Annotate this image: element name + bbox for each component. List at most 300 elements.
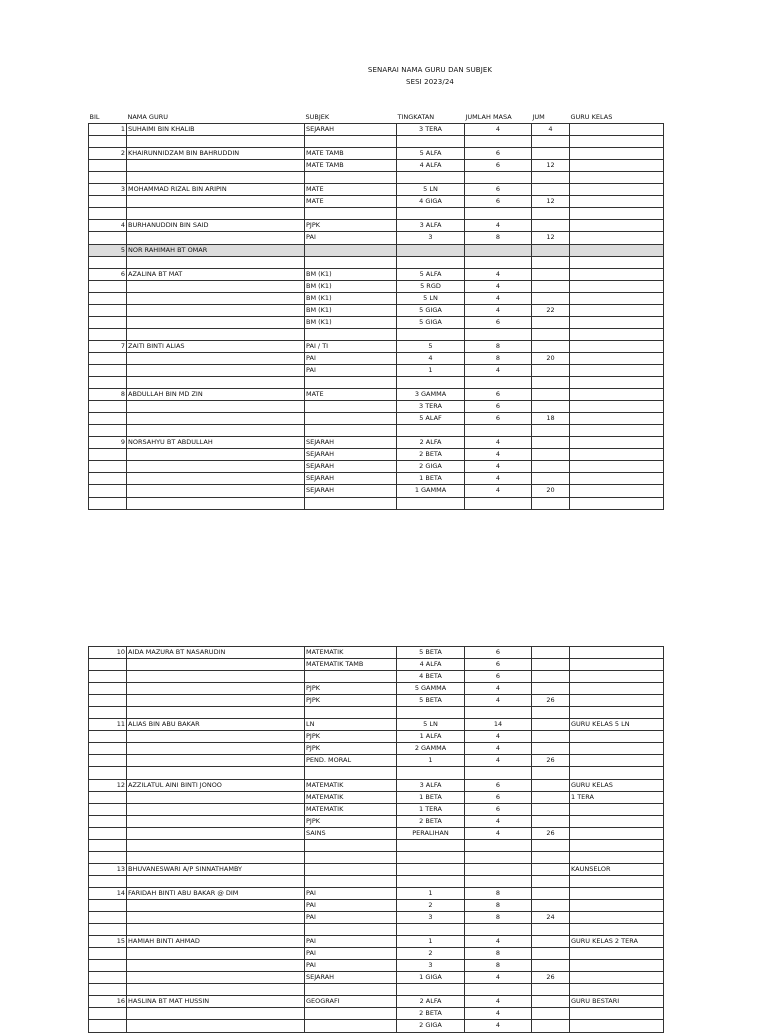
table-row bbox=[89, 960, 664, 972]
cell-bil: 7 bbox=[89, 340, 127, 352]
cell-subjek bbox=[305, 671, 397, 683]
cell-tingkatan: 5 ALFA bbox=[397, 148, 465, 160]
cell-bil bbox=[89, 425, 127, 437]
cell-subjek: PEND. MORAL bbox=[305, 755, 397, 767]
cell-jum bbox=[532, 996, 570, 1008]
cell-jum bbox=[532, 936, 570, 948]
cell-bil bbox=[89, 659, 127, 671]
cell-jumlah-masa bbox=[465, 863, 532, 875]
cell-subjek bbox=[305, 863, 397, 875]
cell-subjek: SAINS bbox=[305, 827, 397, 839]
table-row bbox=[89, 148, 664, 160]
cell-jum bbox=[532, 184, 570, 196]
cell-jum bbox=[532, 340, 570, 352]
cell-guru-kelas bbox=[570, 851, 664, 863]
cell-jumlah-masa bbox=[465, 244, 532, 256]
cell-guru-kelas: GURU BESTARI bbox=[570, 996, 664, 1008]
cell-jumlah-masa: 8 bbox=[465, 887, 532, 899]
cell-subjek: PAI bbox=[305, 960, 397, 972]
table-row bbox=[89, 839, 664, 851]
cell-jumlah-masa: 14 bbox=[465, 719, 532, 731]
cell-tingkatan: 3 GAMMA bbox=[397, 389, 465, 401]
cell-nama-guru bbox=[127, 683, 305, 695]
cell-jumlah-masa: 4 bbox=[465, 972, 532, 984]
cell-subjek: PAI bbox=[305, 936, 397, 948]
cell-subjek: LN bbox=[305, 719, 397, 731]
cell-jum bbox=[532, 924, 570, 936]
cell-subjek: PAI bbox=[305, 948, 397, 960]
cell-bil: 12 bbox=[89, 779, 127, 791]
cell-guru-kelas bbox=[570, 256, 664, 268]
cell-tingkatan: 2 bbox=[397, 899, 465, 911]
cell-tingkatan: 4 ALFA bbox=[397, 659, 465, 671]
cell-guru-kelas bbox=[570, 984, 664, 996]
cell-bil bbox=[89, 377, 127, 389]
cell-nama-guru bbox=[127, 695, 305, 707]
cell-jumlah-masa: 4 bbox=[465, 473, 532, 485]
cell-tingkatan: 1 ALFA bbox=[397, 731, 465, 743]
table-row bbox=[89, 755, 664, 767]
cell-tingkatan: 5 BETA bbox=[397, 695, 465, 707]
cell-jum bbox=[532, 292, 570, 304]
cell-bil: 13 bbox=[89, 863, 127, 875]
cell-bil bbox=[89, 815, 127, 827]
cell-nama-guru bbox=[127, 208, 305, 220]
cell-jumlah-masa: 4 bbox=[465, 292, 532, 304]
cell-jum bbox=[532, 863, 570, 875]
cell-tingkatan: 2 ALFA bbox=[397, 996, 465, 1008]
cell-bil bbox=[89, 172, 127, 184]
cell-bil bbox=[89, 875, 127, 887]
table-row bbox=[89, 887, 664, 899]
cell-subjek: SEJARAH bbox=[305, 437, 397, 449]
cell-tingkatan: 1 GIGA bbox=[397, 972, 465, 984]
cell-subjek: MATEMATIK bbox=[305, 779, 397, 791]
cell-guru-kelas bbox=[570, 304, 664, 316]
cell-tingkatan: 2 BETA bbox=[397, 1008, 465, 1020]
cell-guru-kelas bbox=[570, 377, 664, 389]
cell-bil bbox=[89, 160, 127, 172]
table-row bbox=[89, 815, 664, 827]
table-row bbox=[89, 791, 664, 803]
cell-subjek: PAI bbox=[305, 912, 397, 924]
page-title: SENARAI NAMA GURU DAN SUBJEK bbox=[367, 66, 493, 74]
header-bil: BIL bbox=[89, 112, 127, 124]
cell-nama-guru bbox=[127, 136, 305, 148]
cell-nama-guru bbox=[127, 912, 305, 924]
cell-subjek: MATE bbox=[305, 184, 397, 196]
cell-jumlah-masa: 4 bbox=[465, 437, 532, 449]
cell-subjek: PAI bbox=[305, 364, 397, 376]
cell-subjek bbox=[305, 851, 397, 863]
cell-bil bbox=[89, 136, 127, 148]
cell-tingkatan: PERALIHAN bbox=[397, 827, 465, 839]
cell-tingkatan bbox=[397, 875, 465, 887]
cell-guru-kelas bbox=[570, 912, 664, 924]
table-row bbox=[89, 863, 664, 875]
cell-jumlah-masa: 8 bbox=[465, 232, 532, 244]
cell-jum: 26 bbox=[532, 695, 570, 707]
cell-subjek: PAI / TI bbox=[305, 340, 397, 352]
cell-tingkatan bbox=[397, 328, 465, 340]
cell-subjek: MATEMATIK bbox=[305, 647, 397, 659]
cell-nama-guru: BHUVANESWARI A/P SINNATHAMBY bbox=[127, 863, 305, 875]
cell-guru-kelas bbox=[570, 425, 664, 437]
cell-jum: 18 bbox=[532, 413, 570, 425]
cell-bil bbox=[89, 899, 127, 911]
cell-guru-kelas bbox=[570, 695, 664, 707]
cell-nama-guru bbox=[127, 473, 305, 485]
teacher-subject-table bbox=[88, 112, 664, 510]
cell-jum bbox=[532, 707, 570, 719]
cell-subjek: BM (K1) bbox=[305, 268, 397, 280]
cell-subjek: MATE TAMB bbox=[305, 160, 397, 172]
cell-nama-guru bbox=[127, 839, 305, 851]
table-row bbox=[89, 340, 664, 352]
table-row bbox=[89, 244, 664, 256]
cell-guru-kelas bbox=[570, 160, 664, 172]
cell-jum bbox=[532, 256, 570, 268]
cell-guru-kelas bbox=[570, 707, 664, 719]
cell-jum bbox=[532, 851, 570, 863]
table-row bbox=[89, 851, 664, 863]
cell-subjek bbox=[305, 1020, 397, 1032]
cell-bil: 8 bbox=[89, 389, 127, 401]
cell-bil bbox=[89, 1008, 127, 1020]
cell-subjek bbox=[305, 401, 397, 413]
cell-subjek: SEJARAH bbox=[305, 485, 397, 497]
cell-subjek bbox=[305, 497, 397, 509]
cell-nama-guru bbox=[127, 875, 305, 887]
cell-jum bbox=[532, 1020, 570, 1032]
cell-jumlah-masa: 8 bbox=[465, 899, 532, 911]
cell-jum: 20 bbox=[532, 352, 570, 364]
cell-guru-kelas bbox=[570, 875, 664, 887]
cell-guru-kelas: GURU KELAS 5 LN bbox=[570, 719, 664, 731]
cell-jum bbox=[532, 328, 570, 340]
cell-bil bbox=[89, 280, 127, 292]
table-row bbox=[89, 389, 664, 401]
cell-tingkatan: 1 BETA bbox=[397, 473, 465, 485]
cell-subjek: PAI bbox=[305, 887, 397, 899]
table-row bbox=[89, 948, 664, 960]
cell-bil bbox=[89, 352, 127, 364]
cell-bil bbox=[89, 461, 127, 473]
cell-subjek: BM (K1) bbox=[305, 316, 397, 328]
cell-bil: 15 bbox=[89, 936, 127, 948]
table-row bbox=[89, 659, 664, 671]
cell-guru-kelas bbox=[570, 280, 664, 292]
cell-guru-kelas bbox=[570, 815, 664, 827]
cell-nama-guru: NORSAHYU BT ABDULLAH bbox=[127, 437, 305, 449]
cell-nama-guru bbox=[127, 659, 305, 671]
cell-guru-kelas bbox=[570, 148, 664, 160]
cell-tingkatan bbox=[397, 707, 465, 719]
cell-tingkatan bbox=[397, 497, 465, 509]
table-row bbox=[89, 124, 664, 136]
cell-jum bbox=[532, 364, 570, 376]
cell-jum: 26 bbox=[532, 755, 570, 767]
cell-tingkatan: 3 bbox=[397, 232, 465, 244]
cell-guru-kelas bbox=[570, 473, 664, 485]
cell-subjek: PAI bbox=[305, 352, 397, 364]
cell-tingkatan bbox=[397, 136, 465, 148]
cell-nama-guru: ALIAS BIN ABU BAKAR bbox=[127, 719, 305, 731]
cell-nama-guru bbox=[127, 497, 305, 509]
cell-bil bbox=[89, 912, 127, 924]
table-row bbox=[89, 996, 664, 1008]
cell-jumlah-masa: 4 bbox=[465, 731, 532, 743]
cell-nama-guru bbox=[127, 671, 305, 683]
cell-guru-kelas bbox=[570, 731, 664, 743]
cell-jum bbox=[532, 497, 570, 509]
cell-nama-guru: AZALINA BT MAT bbox=[127, 268, 305, 280]
cell-jum bbox=[532, 220, 570, 232]
cell-jum bbox=[532, 449, 570, 461]
cell-subjek: BM (K1) bbox=[305, 304, 397, 316]
table-row bbox=[89, 936, 664, 948]
cell-jum bbox=[532, 389, 570, 401]
cell-jum bbox=[532, 767, 570, 779]
cell-jumlah-masa: 6 bbox=[465, 791, 532, 803]
cell-subjek: PAI bbox=[305, 899, 397, 911]
cell-subjek bbox=[305, 136, 397, 148]
cell-guru-kelas bbox=[570, 497, 664, 509]
cell-jum bbox=[532, 815, 570, 827]
cell-bil: 9 bbox=[89, 437, 127, 449]
cell-guru-kelas bbox=[570, 340, 664, 352]
cell-tingkatan: 2 GIGA bbox=[397, 1020, 465, 1032]
cell-jum: 22 bbox=[532, 304, 570, 316]
cell-tingkatan bbox=[397, 851, 465, 863]
cell-bil bbox=[89, 731, 127, 743]
cell-jumlah-masa bbox=[465, 425, 532, 437]
cell-tingkatan: 5 LN bbox=[397, 719, 465, 731]
cell-bil bbox=[89, 401, 127, 413]
cell-guru-kelas bbox=[570, 244, 664, 256]
table-row bbox=[89, 364, 664, 376]
cell-jumlah-masa: 4 bbox=[465, 827, 532, 839]
cell-jum bbox=[532, 791, 570, 803]
cell-jum: 20 bbox=[532, 485, 570, 497]
cell-tingkatan: 5 GIGA bbox=[397, 304, 465, 316]
cell-subjek: MATE bbox=[305, 389, 397, 401]
cell-jumlah-masa: 6 bbox=[465, 316, 532, 328]
cell-jum bbox=[532, 437, 570, 449]
cell-jumlah-masa bbox=[465, 924, 532, 936]
table-row bbox=[89, 743, 664, 755]
cell-jumlah-masa: 4 bbox=[465, 1020, 532, 1032]
cell-subjek: MATE bbox=[305, 196, 397, 208]
cell-tingkatan: 5 ALAF bbox=[397, 413, 465, 425]
cell-jum bbox=[532, 280, 570, 292]
header-guru-kelas: GURU KELAS bbox=[570, 112, 664, 124]
cell-nama-guru: ZAITI BINTI ALIAS bbox=[127, 340, 305, 352]
cell-jumlah-masa: 6 bbox=[465, 196, 532, 208]
cell-nama-guru bbox=[127, 280, 305, 292]
cell-subjek bbox=[305, 208, 397, 220]
cell-nama-guru bbox=[127, 461, 305, 473]
cell-jumlah-masa bbox=[465, 875, 532, 887]
cell-guru-kelas bbox=[570, 328, 664, 340]
cell-guru-kelas bbox=[570, 948, 664, 960]
cell-nama-guru bbox=[127, 984, 305, 996]
table-row bbox=[89, 912, 664, 924]
cell-jum: 4 bbox=[532, 124, 570, 136]
cell-subjek: GEOGRAFI bbox=[305, 996, 397, 1008]
table-row bbox=[89, 316, 664, 328]
cell-jum bbox=[532, 960, 570, 972]
cell-jumlah-masa bbox=[465, 136, 532, 148]
cell-nama-guru bbox=[127, 731, 305, 743]
cell-bil bbox=[89, 292, 127, 304]
cell-subjek: SEJARAH bbox=[305, 461, 397, 473]
cell-tingkatan: 2 bbox=[397, 948, 465, 960]
table-row bbox=[89, 437, 664, 449]
cell-tingkatan: 2 GAMMA bbox=[397, 743, 465, 755]
cell-jum bbox=[532, 875, 570, 887]
cell-guru-kelas: KAUNSELOR bbox=[570, 863, 664, 875]
cell-guru-kelas bbox=[570, 960, 664, 972]
cell-jum bbox=[532, 268, 570, 280]
table-row bbox=[89, 984, 664, 996]
cell-bil: 6 bbox=[89, 268, 127, 280]
cell-bil: 4 bbox=[89, 220, 127, 232]
cell-nama-guru bbox=[127, 803, 305, 815]
cell-bil bbox=[89, 803, 127, 815]
cell-guru-kelas bbox=[570, 352, 664, 364]
cell-tingkatan: 1 bbox=[397, 364, 465, 376]
cell-nama-guru bbox=[127, 960, 305, 972]
cell-jumlah-masa: 4 bbox=[465, 695, 532, 707]
cell-nama-guru bbox=[127, 827, 305, 839]
cell-tingkatan: 1 bbox=[397, 936, 465, 948]
cell-guru-kelas bbox=[570, 485, 664, 497]
cell-jum bbox=[532, 803, 570, 815]
cell-tingkatan: 4 ALFA bbox=[397, 160, 465, 172]
cell-guru-kelas bbox=[570, 208, 664, 220]
table-row bbox=[89, 707, 664, 719]
cell-jum bbox=[532, 659, 570, 671]
cell-tingkatan: 2 GIGA bbox=[397, 461, 465, 473]
cell-jumlah-masa bbox=[465, 208, 532, 220]
cell-jumlah-masa: 6 bbox=[465, 803, 532, 815]
cell-subjek: SEJARAH bbox=[305, 473, 397, 485]
cell-jum bbox=[532, 172, 570, 184]
cell-bil: 2 bbox=[89, 148, 127, 160]
cell-guru-kelas bbox=[570, 683, 664, 695]
table-row bbox=[89, 1008, 664, 1020]
cell-subjek bbox=[305, 767, 397, 779]
cell-jum bbox=[532, 647, 570, 659]
cell-nama-guru: KHAIRUNNIDZAM BIN BAHRUDDIN bbox=[127, 148, 305, 160]
cell-guru-kelas bbox=[570, 220, 664, 232]
table-row bbox=[89, 268, 664, 280]
cell-guru-kelas bbox=[570, 461, 664, 473]
cell-tingkatan bbox=[397, 244, 465, 256]
cell-tingkatan bbox=[397, 767, 465, 779]
cell-subjek: PJPK bbox=[305, 815, 397, 827]
table-row bbox=[89, 803, 664, 815]
cell-bil bbox=[89, 683, 127, 695]
table-row bbox=[89, 401, 664, 413]
table-row bbox=[89, 647, 664, 659]
header-jum: JUM bbox=[532, 112, 570, 124]
cell-subjek bbox=[305, 707, 397, 719]
cell-nama-guru: AZZILATUL AINI BINTI JONOO bbox=[127, 779, 305, 791]
cell-jumlah-masa bbox=[465, 839, 532, 851]
cell-tingkatan: 3 TERA bbox=[397, 401, 465, 413]
cell-bil bbox=[89, 208, 127, 220]
cell-jumlah-masa: 4 bbox=[465, 755, 532, 767]
table-row bbox=[89, 280, 664, 292]
cell-bil: 14 bbox=[89, 887, 127, 899]
cell-bil bbox=[89, 256, 127, 268]
table-row bbox=[89, 972, 664, 984]
cell-jumlah-masa: 4 bbox=[465, 304, 532, 316]
cell-jumlah-masa bbox=[465, 328, 532, 340]
cell-subjek: MATE TAMB bbox=[305, 148, 397, 160]
cell-nama-guru: MOHAMMAD RIZAL BIN ARIPIN bbox=[127, 184, 305, 196]
cell-guru-kelas bbox=[570, 184, 664, 196]
cell-subjek bbox=[305, 256, 397, 268]
cell-subjek: MATEMATIK TAMB bbox=[305, 659, 397, 671]
cell-jum bbox=[532, 671, 570, 683]
cell-nama-guru: HASLINA BT MAT HUSSIN bbox=[127, 996, 305, 1008]
table-row bbox=[89, 304, 664, 316]
cell-tingkatan: 1 bbox=[397, 755, 465, 767]
cell-tingkatan bbox=[397, 924, 465, 936]
cell-tingkatan: 2 ALFA bbox=[397, 437, 465, 449]
cell-tingkatan: 4 BETA bbox=[397, 671, 465, 683]
table-row bbox=[89, 220, 664, 232]
cell-nama-guru bbox=[127, 1008, 305, 1020]
cell-jumlah-masa: 6 bbox=[465, 148, 532, 160]
cell-tingkatan bbox=[397, 172, 465, 184]
cell-jum bbox=[532, 743, 570, 755]
cell-jumlah-masa: 6 bbox=[465, 401, 532, 413]
cell-tingkatan: 3 ALFA bbox=[397, 220, 465, 232]
cell-bil bbox=[89, 196, 127, 208]
cell-subjek: PAI bbox=[305, 232, 397, 244]
table-row bbox=[89, 497, 664, 509]
cell-jumlah-masa: 6 bbox=[465, 184, 532, 196]
table-row bbox=[89, 779, 664, 791]
table-row bbox=[89, 172, 664, 184]
cell-guru-kelas bbox=[570, 767, 664, 779]
cell-tingkatan: 1 bbox=[397, 887, 465, 899]
cell-jumlah-masa: 6 bbox=[465, 413, 532, 425]
cell-jumlah-masa: 4 bbox=[465, 936, 532, 948]
cell-guru-kelas bbox=[570, 827, 664, 839]
cell-guru-kelas bbox=[570, 389, 664, 401]
cell-bil bbox=[89, 839, 127, 851]
cell-nama-guru: ABDULLAH BIN MD ZIN bbox=[127, 389, 305, 401]
cell-subjek: PJPK bbox=[305, 683, 397, 695]
cell-nama-guru bbox=[127, 924, 305, 936]
cell-jumlah-masa: 6 bbox=[465, 389, 532, 401]
cell-nama-guru bbox=[127, 172, 305, 184]
cell-guru-kelas bbox=[570, 401, 664, 413]
cell-jumlah-masa: 8 bbox=[465, 912, 532, 924]
table-row bbox=[89, 449, 664, 461]
cell-guru-kelas bbox=[570, 924, 664, 936]
cell-subjek: PJPK bbox=[305, 731, 397, 743]
cell-jumlah-masa: 4 bbox=[465, 485, 532, 497]
table-row bbox=[89, 473, 664, 485]
cell-jumlah-masa: 8 bbox=[465, 352, 532, 364]
cell-jum bbox=[532, 208, 570, 220]
